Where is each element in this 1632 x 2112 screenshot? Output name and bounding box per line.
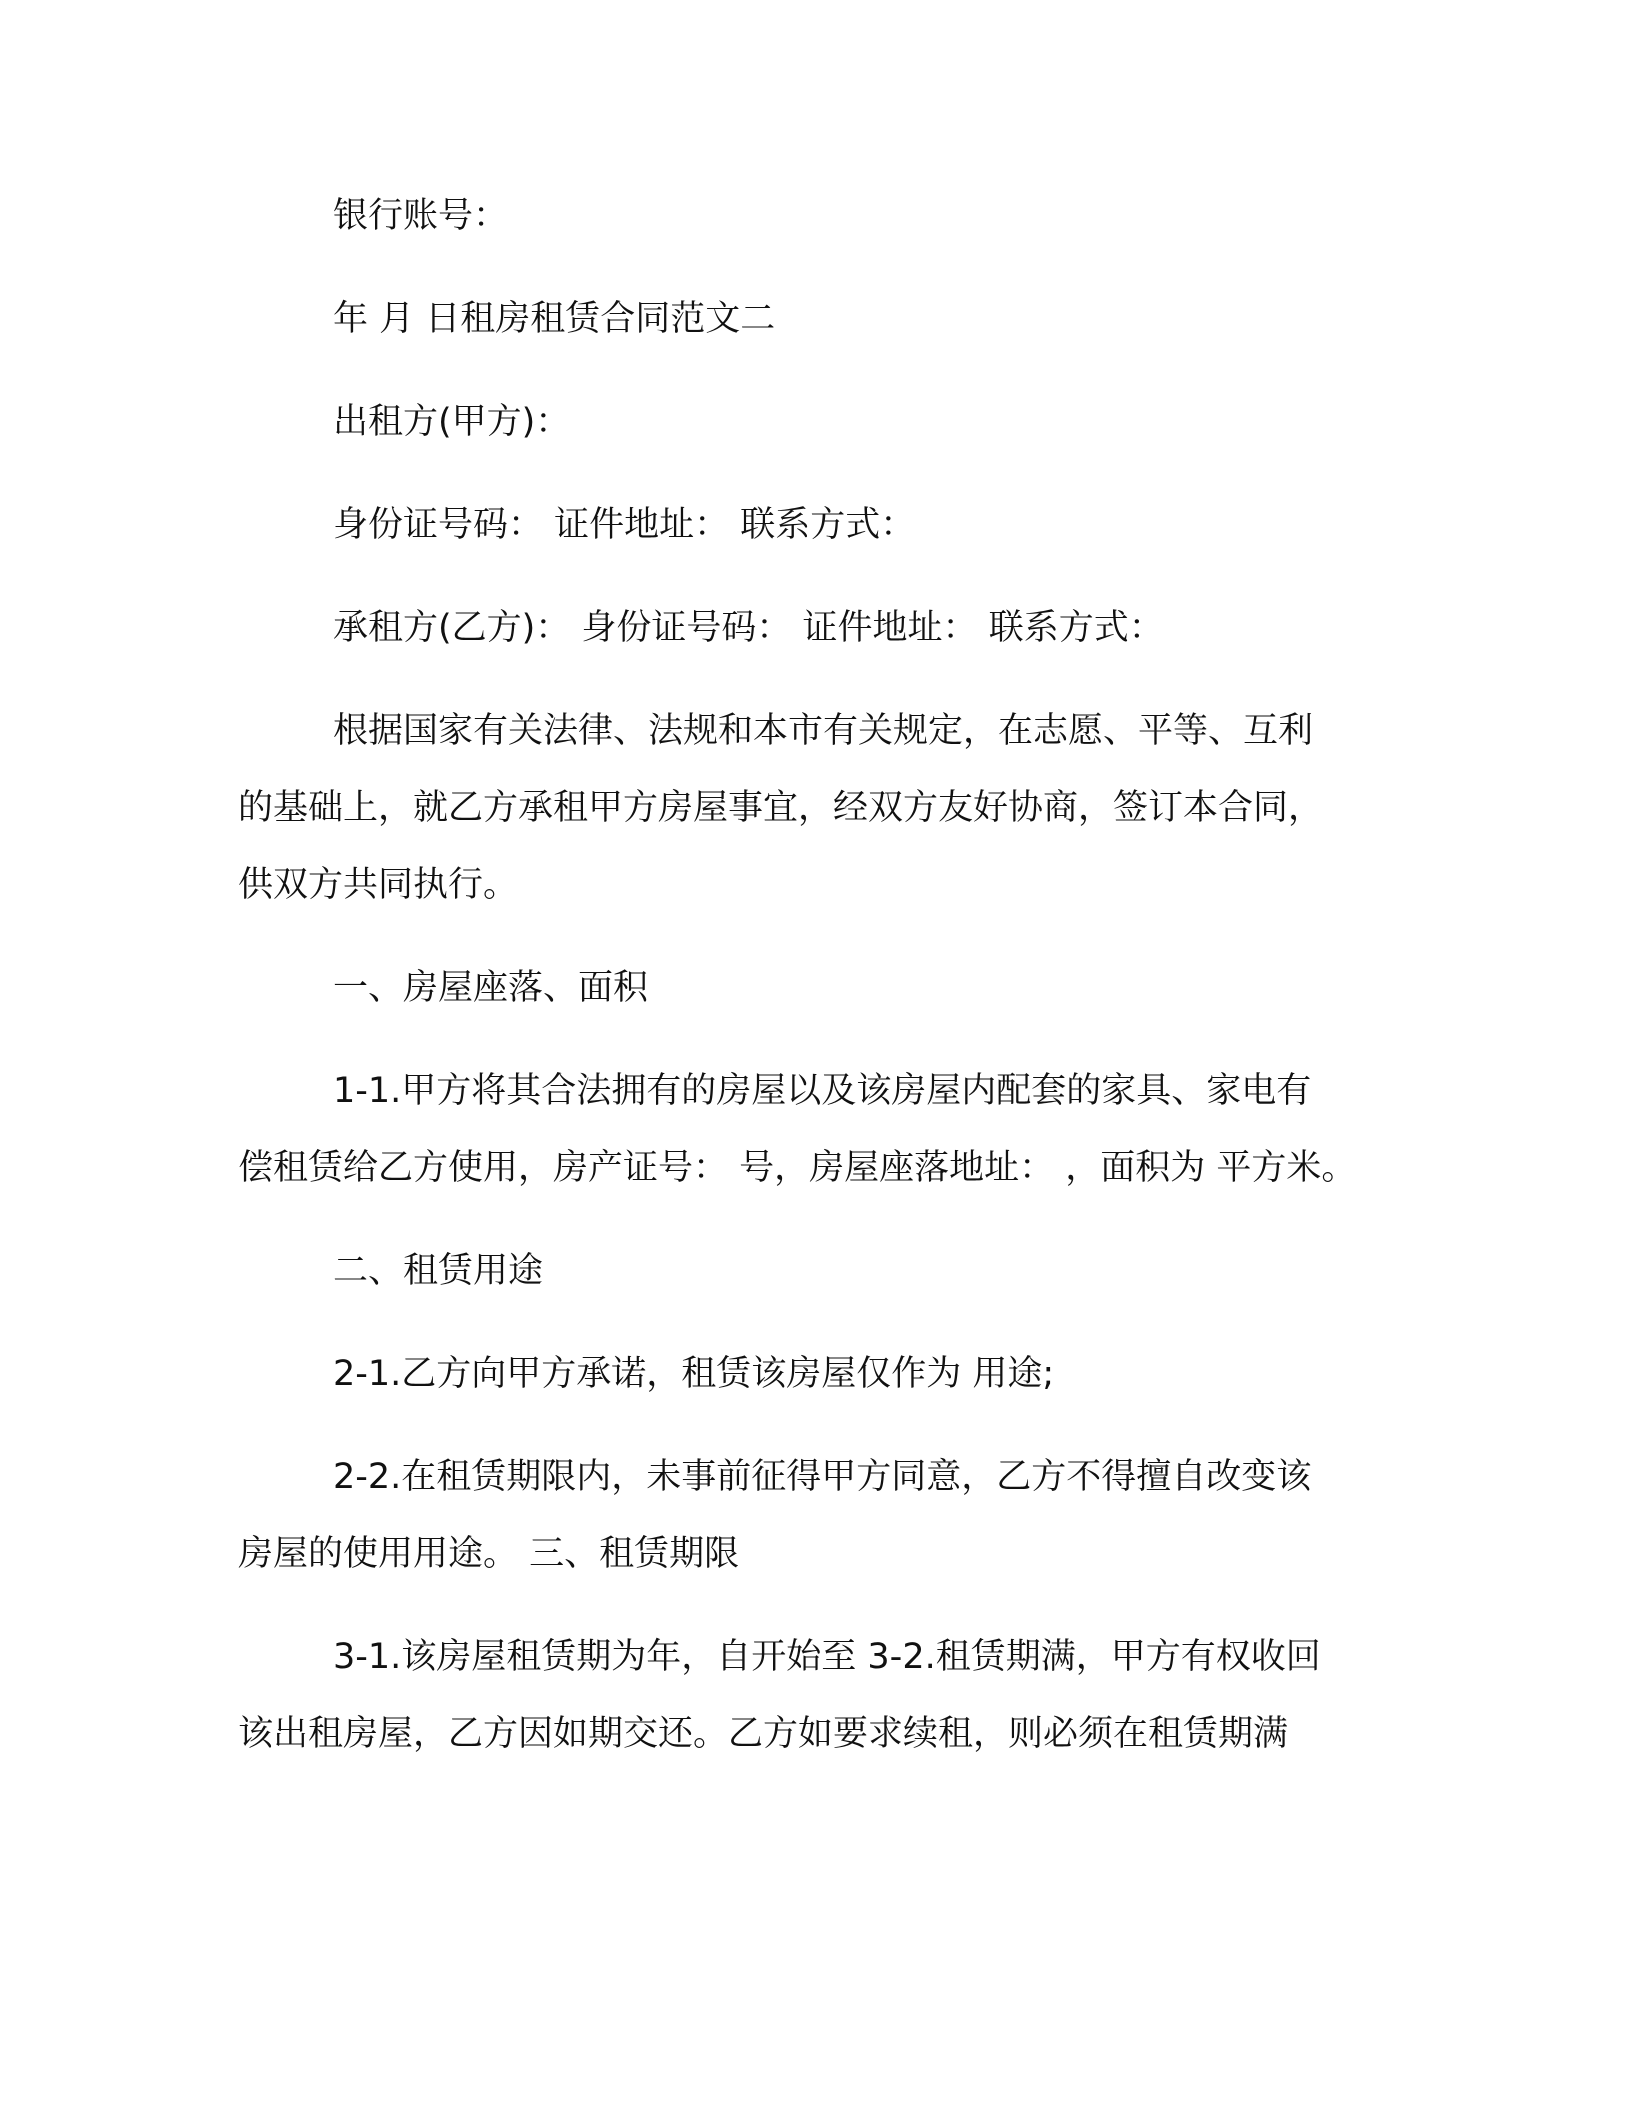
text-line: 供双方共同执行。 bbox=[238, 865, 519, 905]
clause-1-1 bbox=[238, 1053, 1418, 1207]
text-line: 1-1.甲方将其合法拥有的房屋以及该房屋内配套的家具、家电有 bbox=[333, 1071, 1312, 1111]
text-line: 一、房屋座落、面积 bbox=[333, 968, 649, 1008]
text-line: 2-1.乙方向甲方承诺，租赁该房屋仅作为 用途; bbox=[333, 1354, 1055, 1394]
text-line: 该出租房屋，乙方因如期交还。乙方如要求续租，则必须在租赁期满 bbox=[238, 1714, 1289, 1754]
text-line: 偿租赁给乙方使用，房产证号： 号，房屋座落地址： ，面积为 平方米。 bbox=[238, 1148, 1357, 1188]
date-title-line bbox=[333, 281, 1513, 358]
text-line: 房屋的使用用途。 三、租赁期限 bbox=[238, 1534, 740, 1574]
text-line: 出租方(甲方)： bbox=[333, 402, 571, 442]
section-heading-2 bbox=[333, 1233, 1513, 1310]
text-line: 二、租赁用途 bbox=[333, 1251, 544, 1291]
lessee-line bbox=[333, 590, 1513, 667]
text-line: 身份证号码： 证件地址： 联系方式： bbox=[333, 505, 916, 545]
bank-account-line bbox=[333, 178, 1513, 255]
preamble-paragraph bbox=[238, 693, 1418, 924]
section-heading-1 bbox=[333, 950, 1513, 1027]
clause-2-2 bbox=[238, 1439, 1418, 1593]
text-line: 的基础上，就乙方承租甲方房屋事宜，经双方友好协商，签订本合同， bbox=[238, 788, 1324, 828]
lessor-line bbox=[333, 384, 1513, 461]
lessor-details-line bbox=[333, 487, 1513, 564]
clause-3-1 bbox=[238, 1619, 1418, 1773]
text-line: 2-2.在租赁期限内，未事前征得甲方同意，乙方不得擅自改变该 bbox=[333, 1457, 1312, 1497]
text-line: 年 月 日租房租赁合同范文二 bbox=[333, 299, 776, 339]
text-line: 3-1.该房屋租赁期为年，自开始至 3-2.租赁期满，甲方有权收回 bbox=[333, 1637, 1321, 1677]
clause-2-1 bbox=[333, 1336, 1513, 1413]
text-line: 银行账号： bbox=[333, 196, 509, 236]
text-line: 承租方(乙方)： 身份证号码： 证件地址： 联系方式： bbox=[333, 608, 1164, 648]
text-line: 根据国家有关法律、法规和本市有关规定，在志愿、平等、互利 bbox=[333, 711, 1314, 751]
